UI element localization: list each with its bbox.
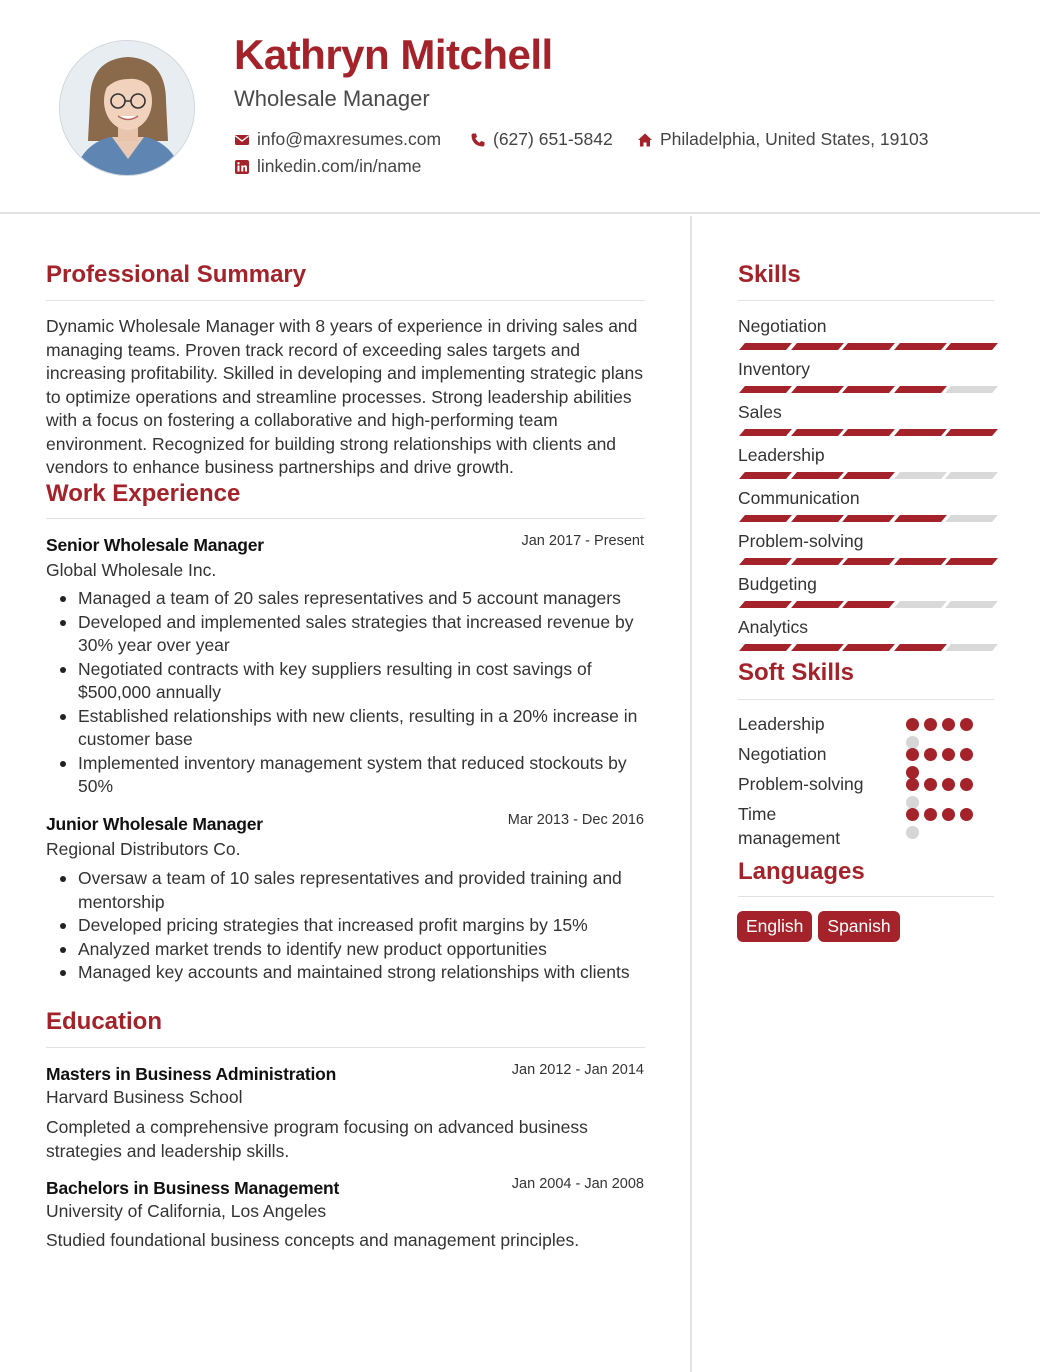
job-title: Junior Wholesale Manager (46, 814, 263, 834)
skill-segment (945, 601, 998, 608)
skill-segment (894, 343, 947, 350)
soft-skill-name: Time management (738, 804, 841, 848)
skill-segment (739, 472, 792, 479)
soft-skill-dot (960, 718, 973, 731)
soft-skill-dot (960, 748, 973, 761)
skill-name: Problem-solving (738, 531, 864, 551)
skill-level-bar (738, 343, 994, 350)
skill-segment (842, 343, 895, 350)
experience-heading: Work Experience (46, 480, 241, 507)
list-item: Implemented inventory management system that reduced stockouts by 50% (78, 752, 648, 799)
skill-segment (791, 515, 844, 522)
soft-skill-name: Negotiation (738, 744, 827, 764)
skill-segment (739, 343, 792, 350)
skill-level-bar (738, 601, 994, 608)
soft-skill-dot (960, 808, 973, 821)
skill-segment (842, 644, 895, 651)
job-bullets (78, 867, 648, 985)
skill-segment (842, 429, 895, 436)
skills-rule (738, 300, 994, 301)
skill-segment (894, 601, 947, 608)
languages-heading: Languages (738, 858, 865, 885)
contact-email[interactable] (234, 129, 441, 150)
skill-name: Inventory (738, 359, 810, 379)
job-dates: Mar 2013 - Dec 2016 (507, 812, 644, 828)
degree-dates: Jan 2004 - Jan 2008 (511, 1176, 644, 1192)
summary-heading: Professional Summary (46, 261, 307, 288)
list-item: Developed and implemented sales strategies that increased revenue by 30% year over year (78, 611, 648, 658)
job-title: Senior Wholesale Manager (46, 535, 264, 555)
skill-level-bar (738, 429, 994, 436)
degree-title: Masters in Business Administration (46, 1064, 337, 1084)
skill-segment (894, 515, 947, 522)
skill-segment (739, 558, 792, 565)
phone-icon (470, 132, 486, 148)
soft-skill-dot (924, 748, 937, 761)
soft-skill-dot (942, 808, 955, 821)
skill-segment (842, 558, 895, 565)
skill-segment (894, 472, 947, 479)
resume-header (0, 0, 1040, 214)
degree-dates: Jan 2012 - Jan 2014 (511, 1062, 644, 1078)
list-item: Managed key accounts and maintained strong relationships with clients (78, 961, 648, 985)
email-text: info@maxresumes.com (257, 129, 442, 149)
column-divider (690, 216, 692, 1372)
list-item: Developed pricing strategies that increased profit margins by 15% (78, 914, 648, 938)
list-item: Established relationships with new clients, resulting in a 20% increase in customer base (78, 705, 648, 752)
skill-segment (945, 472, 998, 479)
skill-segment (791, 386, 844, 393)
skill-segment (739, 386, 792, 393)
soft-skill-dot (960, 778, 973, 791)
skill-segment (945, 343, 998, 350)
skills-heading: Skills (738, 261, 801, 288)
list-item: Negotiated contracts with key suppliers resulting in cost savings of $500,000 annually (78, 658, 648, 705)
summary-text: Dynamic Wholesale Manager with 8 years of experience in driving sales and managing teams. Proven track record of exceeding sales targets and increasing profitability. Skilled in developing and implementing strategic plans to optimize operations and streamline processes. Strong leadership abilities with a focus on fostering a collaborative and high-performing team environment. Recognized for building strong relationships with clients and vendors to enhance business partnerships and drive growth. (46, 316, 643, 477)
contact-phone[interactable] (470, 129, 613, 150)
skill-segment (739, 644, 792, 651)
skill-segment (945, 429, 998, 436)
soft-skill-dot (906, 778, 919, 791)
skill-level-bar (738, 644, 994, 651)
job-company: Global Wholesale Inc. (46, 560, 217, 580)
skill-level-bar (738, 558, 994, 565)
degree-title: Bachelors in Business Management (46, 1178, 340, 1198)
degree-description: Completed a comprehensive program focusing on advanced business strategies and leadership skills. (46, 1117, 588, 1161)
skill-level-bar (738, 386, 994, 393)
soft-skills-rule (738, 699, 994, 700)
soft-skill-dot (924, 808, 937, 821)
skill-name: Budgeting (738, 574, 817, 594)
skill-segment (842, 472, 895, 479)
skill-name: Analytics (738, 617, 809, 637)
skill-segment (842, 601, 895, 608)
phone-text: (627) 651-5842 (493, 129, 613, 149)
soft-skill-dot (906, 808, 919, 821)
skill-segment (791, 429, 844, 436)
languages-list (737, 911, 900, 942)
languages-rule (738, 896, 994, 897)
job-company: Regional Distributors Co. (46, 839, 241, 859)
skill-level-bar (738, 472, 994, 479)
location-text: Philadelphia, United States, 19103 (660, 129, 929, 149)
skill-segment (791, 558, 844, 565)
job-bullets (78, 587, 648, 799)
skill-segment (791, 343, 844, 350)
candidate-name: Kathryn Mitchell (234, 31, 553, 78)
skill-level-bar (738, 515, 994, 522)
skill-segment (791, 601, 844, 608)
soft-skills-heading: Soft Skills (738, 659, 855, 686)
soft-skill-name: Leadership (738, 714, 825, 734)
skill-segment (945, 558, 998, 565)
skill-segment (894, 558, 947, 565)
soft-skill-name: Problem-solving (738, 774, 864, 794)
contact-location (637, 129, 929, 150)
school-name: University of California, Los Angeles (46, 1201, 327, 1221)
soft-skill-dot (906, 826, 919, 839)
skill-segment (739, 429, 792, 436)
skill-segment (791, 644, 844, 651)
skill-segment (739, 515, 792, 522)
degree-description: Studied foundational business concepts and management principles. (46, 1230, 580, 1250)
skill-segment (894, 429, 947, 436)
skill-segment (894, 386, 947, 393)
profile-photo (59, 40, 195, 176)
language-badge: English (737, 911, 812, 942)
skill-segment (945, 644, 998, 651)
soft-skill-dot (924, 778, 937, 791)
soft-skill-dot (942, 748, 955, 761)
skill-segment (945, 386, 998, 393)
education-rule (46, 1047, 645, 1048)
soft-skill-dot (924, 718, 937, 731)
linkedin-icon (234, 159, 250, 175)
experience-rule (46, 518, 645, 519)
soft-skill-dot (906, 718, 919, 731)
summary-rule (46, 300, 645, 301)
job-dates: Jan 2017 - Present (521, 533, 644, 549)
skill-segment (791, 472, 844, 479)
list-item: Managed a team of 20 sales representatives and 5 account managers (78, 587, 648, 611)
skill-segment (894, 644, 947, 651)
skill-name: Leadership (738, 445, 825, 465)
school-name: Harvard Business School (46, 1087, 243, 1107)
candidate-title: Wholesale Manager (234, 86, 430, 111)
soft-skill-dot (942, 718, 955, 731)
education-heading: Education (46, 1008, 163, 1035)
envelope-icon (234, 132, 250, 148)
soft-skill-dot (906, 748, 919, 761)
list-item: Oversaw a team of 10 sales representatives and provided training and mentorship (78, 867, 648, 914)
skill-name: Communication (738, 488, 860, 508)
skill-segment (842, 386, 895, 393)
skill-segment (842, 515, 895, 522)
skill-name: Negotiation (738, 316, 827, 336)
skill-segment (945, 515, 998, 522)
linkedin-text: linkedin.com/in/name (257, 156, 422, 176)
soft-skill-dot (942, 778, 955, 791)
contact-linkedin[interactable] (234, 156, 421, 177)
home-icon (637, 132, 653, 148)
language-badge: Spanish (818, 911, 899, 942)
list-item: Analyzed market trends to identify new product opportunities (78, 938, 648, 962)
skill-segment (739, 601, 792, 608)
skill-name: Sales (738, 402, 782, 422)
